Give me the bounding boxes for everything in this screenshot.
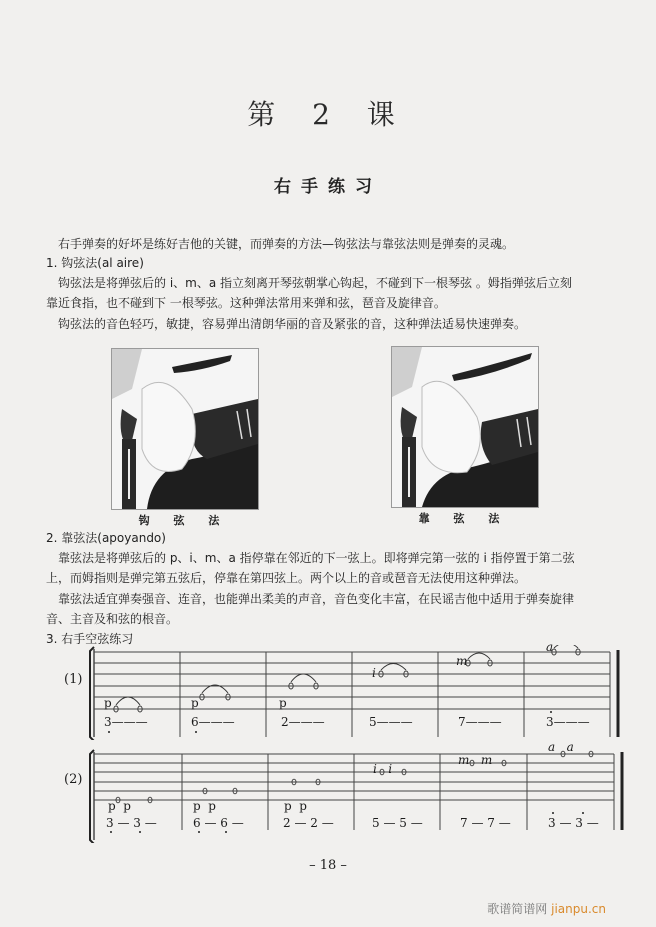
finger-p-pair: p p	[284, 799, 307, 813]
numbered-note: 2 — 2 —	[283, 816, 334, 830]
numbered-note: 3———	[546, 715, 590, 729]
heading-open-string-exercise: 3. 右手空弦练习	[46, 632, 134, 646]
low-octave-dot	[108, 731, 110, 733]
finger-p: p	[104, 696, 112, 710]
low-octave-dot	[195, 731, 197, 733]
photo-apoyando	[391, 346, 539, 508]
exercise-2-tab-staff	[86, 748, 626, 843]
guitar-hand-image	[112, 349, 258, 509]
numbered-note: 5 — 5 —	[372, 816, 423, 830]
watermark	[487, 900, 606, 917]
watermark-url[interactable]: jianpu.cn	[551, 902, 606, 916]
finger-m: m	[456, 654, 468, 668]
al-aire-line-1: 钩弦法是将弹弦后的 i、m、a 指立刻离开琴弦朝掌心钩起，不碰到下一根琴弦 。姆指弹弦后立刻	[58, 276, 572, 290]
numbered-note: 7———	[458, 715, 502, 729]
apoyando-line-4: 音、主音及和弦的根音。	[46, 612, 179, 626]
finger-i-pair: i i	[373, 762, 393, 776]
high-octave-dot	[552, 812, 554, 814]
apoyando-line-2: 上，而姆指则是弹完第五弦后，停靠在第四弦上。两个以上的音或琶音无法使用这种弹法。	[46, 571, 527, 585]
al-aire-line-3: 钩弦法的音色轻巧，敏捷，容易弹出清朗华丽的音及紧张的音，这种弹法适易快速弹奏。	[58, 317, 527, 331]
low-octave-dot	[225, 831, 227, 833]
section-title: 右手练习	[274, 177, 382, 197]
finger-i: i	[372, 666, 376, 680]
finger-p-pair: p p	[108, 799, 131, 813]
low-octave-dot	[139, 831, 141, 833]
watermark-text: 歌谱简谱网	[487, 902, 548, 916]
low-octave-dot	[198, 831, 200, 833]
numbered-note: 3———	[104, 715, 148, 729]
caption-apoyando: 靠 弦 法	[418, 512, 510, 525]
heading-apoyando: 2. 靠弦法(apoyando)	[46, 531, 166, 545]
high-octave-dot	[582, 812, 584, 814]
finger-m-pair: m m	[458, 753, 493, 767]
numbered-note: 2———	[281, 715, 325, 729]
finger-a: a	[546, 640, 554, 654]
finger-a-pair: a a	[548, 740, 574, 754]
numbered-note: 7 — 7 —	[460, 816, 511, 830]
numbered-note: 6 — 6 —	[193, 816, 244, 830]
lesson-title: 第 2 课	[247, 98, 409, 131]
apoyando-line-1: 靠弦法是将弹弦后的 p、i、m、a 指停靠在邻近的下一弦上。即将弹完第一弦的 i 指停置于第二弦	[58, 551, 575, 565]
finger-p-pair: p p	[193, 799, 216, 813]
heading-al-aire: 1. 钩弦法(al aire)	[46, 256, 144, 270]
page-number: – 18 –	[309, 858, 347, 873]
caption-al-aire: 钩 弦 法	[138, 514, 230, 527]
guitar-hand-image	[392, 347, 538, 507]
numbered-note: 5———	[369, 715, 413, 729]
low-octave-dot	[110, 831, 112, 833]
finger-p: p	[191, 696, 199, 710]
al-aire-line-2: 靠近食指，也不碰到下 一根琴弦。这种弹法常用来弹和弦，琶音及旋律音。	[46, 296, 446, 310]
photo-al-aire	[111, 348, 259, 510]
intro-paragraph: 右手弹奏的好坏是练好吉他的关键，而弹奏的方法—钩弦法与靠弦法则是弹奏的灵魂。	[58, 237, 515, 251]
numbered-note: 6———	[191, 715, 235, 729]
numbered-note: 3 — 3 —	[548, 816, 599, 830]
finger-p: p	[279, 696, 287, 710]
numbered-note: 3 — 3 —	[106, 816, 157, 830]
high-octave-dot	[550, 711, 552, 713]
exercise-1-tab-staff	[86, 645, 626, 740]
apoyando-line-3: 靠弦法适宜弹奏强音、连音，也能弹出柔美的声音，音色变化丰富，在民谣吉他中适用于弹奏旋律	[58, 592, 575, 606]
exercise-1-label: (1)	[64, 672, 83, 687]
exercise-2-label: (2)	[64, 772, 83, 787]
